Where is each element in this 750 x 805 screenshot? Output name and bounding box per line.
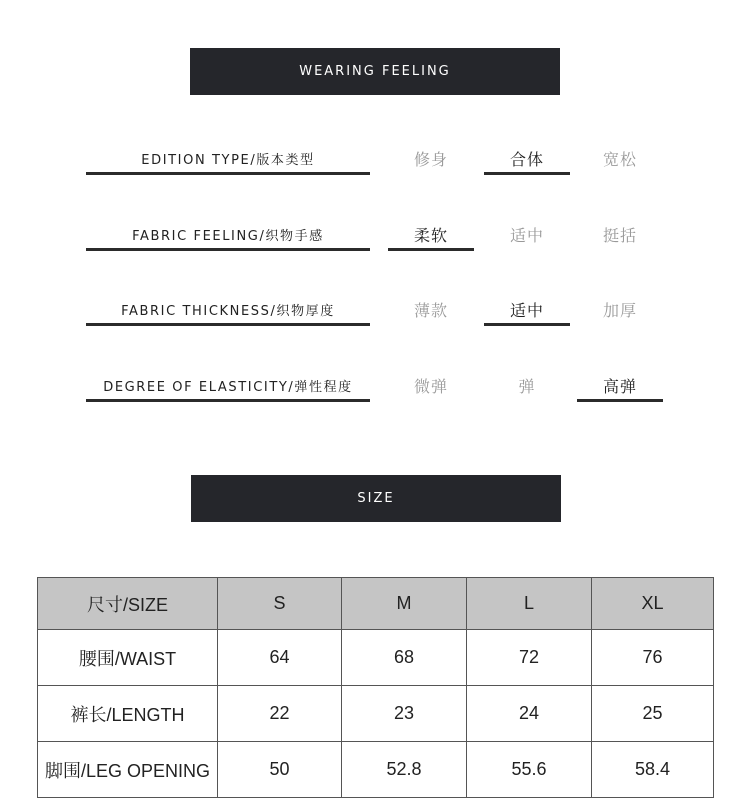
table-cell: 22 (218, 686, 342, 742)
table-row (38, 630, 714, 686)
row-label-cell: 裤长/LENGTH (38, 686, 218, 742)
header-cell: S (218, 578, 342, 630)
row-label-cell: 脚围/LEG OPENING (38, 742, 218, 798)
size-table-header (38, 578, 714, 630)
feeling-option: 弹 (518, 376, 536, 396)
feeling-option: 薄款 (413, 300, 448, 320)
feeling-option: 宽松 (602, 149, 637, 169)
header-cell: XL (592, 578, 714, 630)
feeling-label: EDITION TYPE/版本类型 (86, 144, 370, 175)
table-cell: 72 (467, 630, 592, 686)
feeling-label: FABRIC FEELING/织物手感 (86, 220, 370, 251)
feeling-row-edition-type (0, 144, 750, 174)
table-cell: 24 (467, 686, 592, 742)
table-row (38, 742, 714, 798)
header-cell: 尺寸/SIZE (38, 578, 218, 630)
feeling-row-elasticity (0, 371, 750, 401)
feeling-label: FABRIC THICKNESS/织物厚度 (86, 295, 370, 326)
table-cell: 68 (342, 630, 467, 686)
table-cell: 52.8 (342, 742, 467, 798)
wearing-feeling-title: WEARING FEELING (299, 64, 451, 79)
row-label-cell: 腰围/WAIST (38, 630, 218, 686)
table-cell: 50 (218, 742, 342, 798)
table-cell: 64 (218, 630, 342, 686)
feeling-option: 微弹 (413, 376, 448, 396)
table-cell: 23 (342, 686, 467, 742)
table-cell: 58.4 (592, 742, 714, 798)
feeling-option-selected: 柔软 (388, 220, 474, 251)
feeling-label: DEGREE OF ELASTICITY/弹性程度 (86, 371, 370, 402)
feeling-option-selected: 适中 (484, 295, 570, 326)
feeling-option: 修身 (413, 149, 448, 169)
feeling-option: 加厚 (602, 300, 637, 320)
feeling-row-fabric-thickness (0, 295, 750, 325)
feeling-option: 适中 (509, 225, 544, 245)
size-table (37, 577, 714, 798)
feeling-row-fabric-feeling (0, 220, 750, 250)
header-cell: M (342, 578, 467, 630)
header-cell: L (467, 578, 592, 630)
feeling-option-selected: 合体 (484, 144, 570, 175)
table-row (38, 686, 714, 742)
feeling-option: 挺括 (602, 225, 637, 245)
table-cell: 76 (592, 630, 714, 686)
size-banner (191, 475, 561, 522)
table-cell: 55.6 (467, 742, 592, 798)
feeling-option-selected: 高弹 (577, 371, 663, 402)
size-title: SIZE (357, 491, 395, 506)
wearing-feeling-banner (190, 48, 560, 95)
table-cell: 25 (592, 686, 714, 742)
